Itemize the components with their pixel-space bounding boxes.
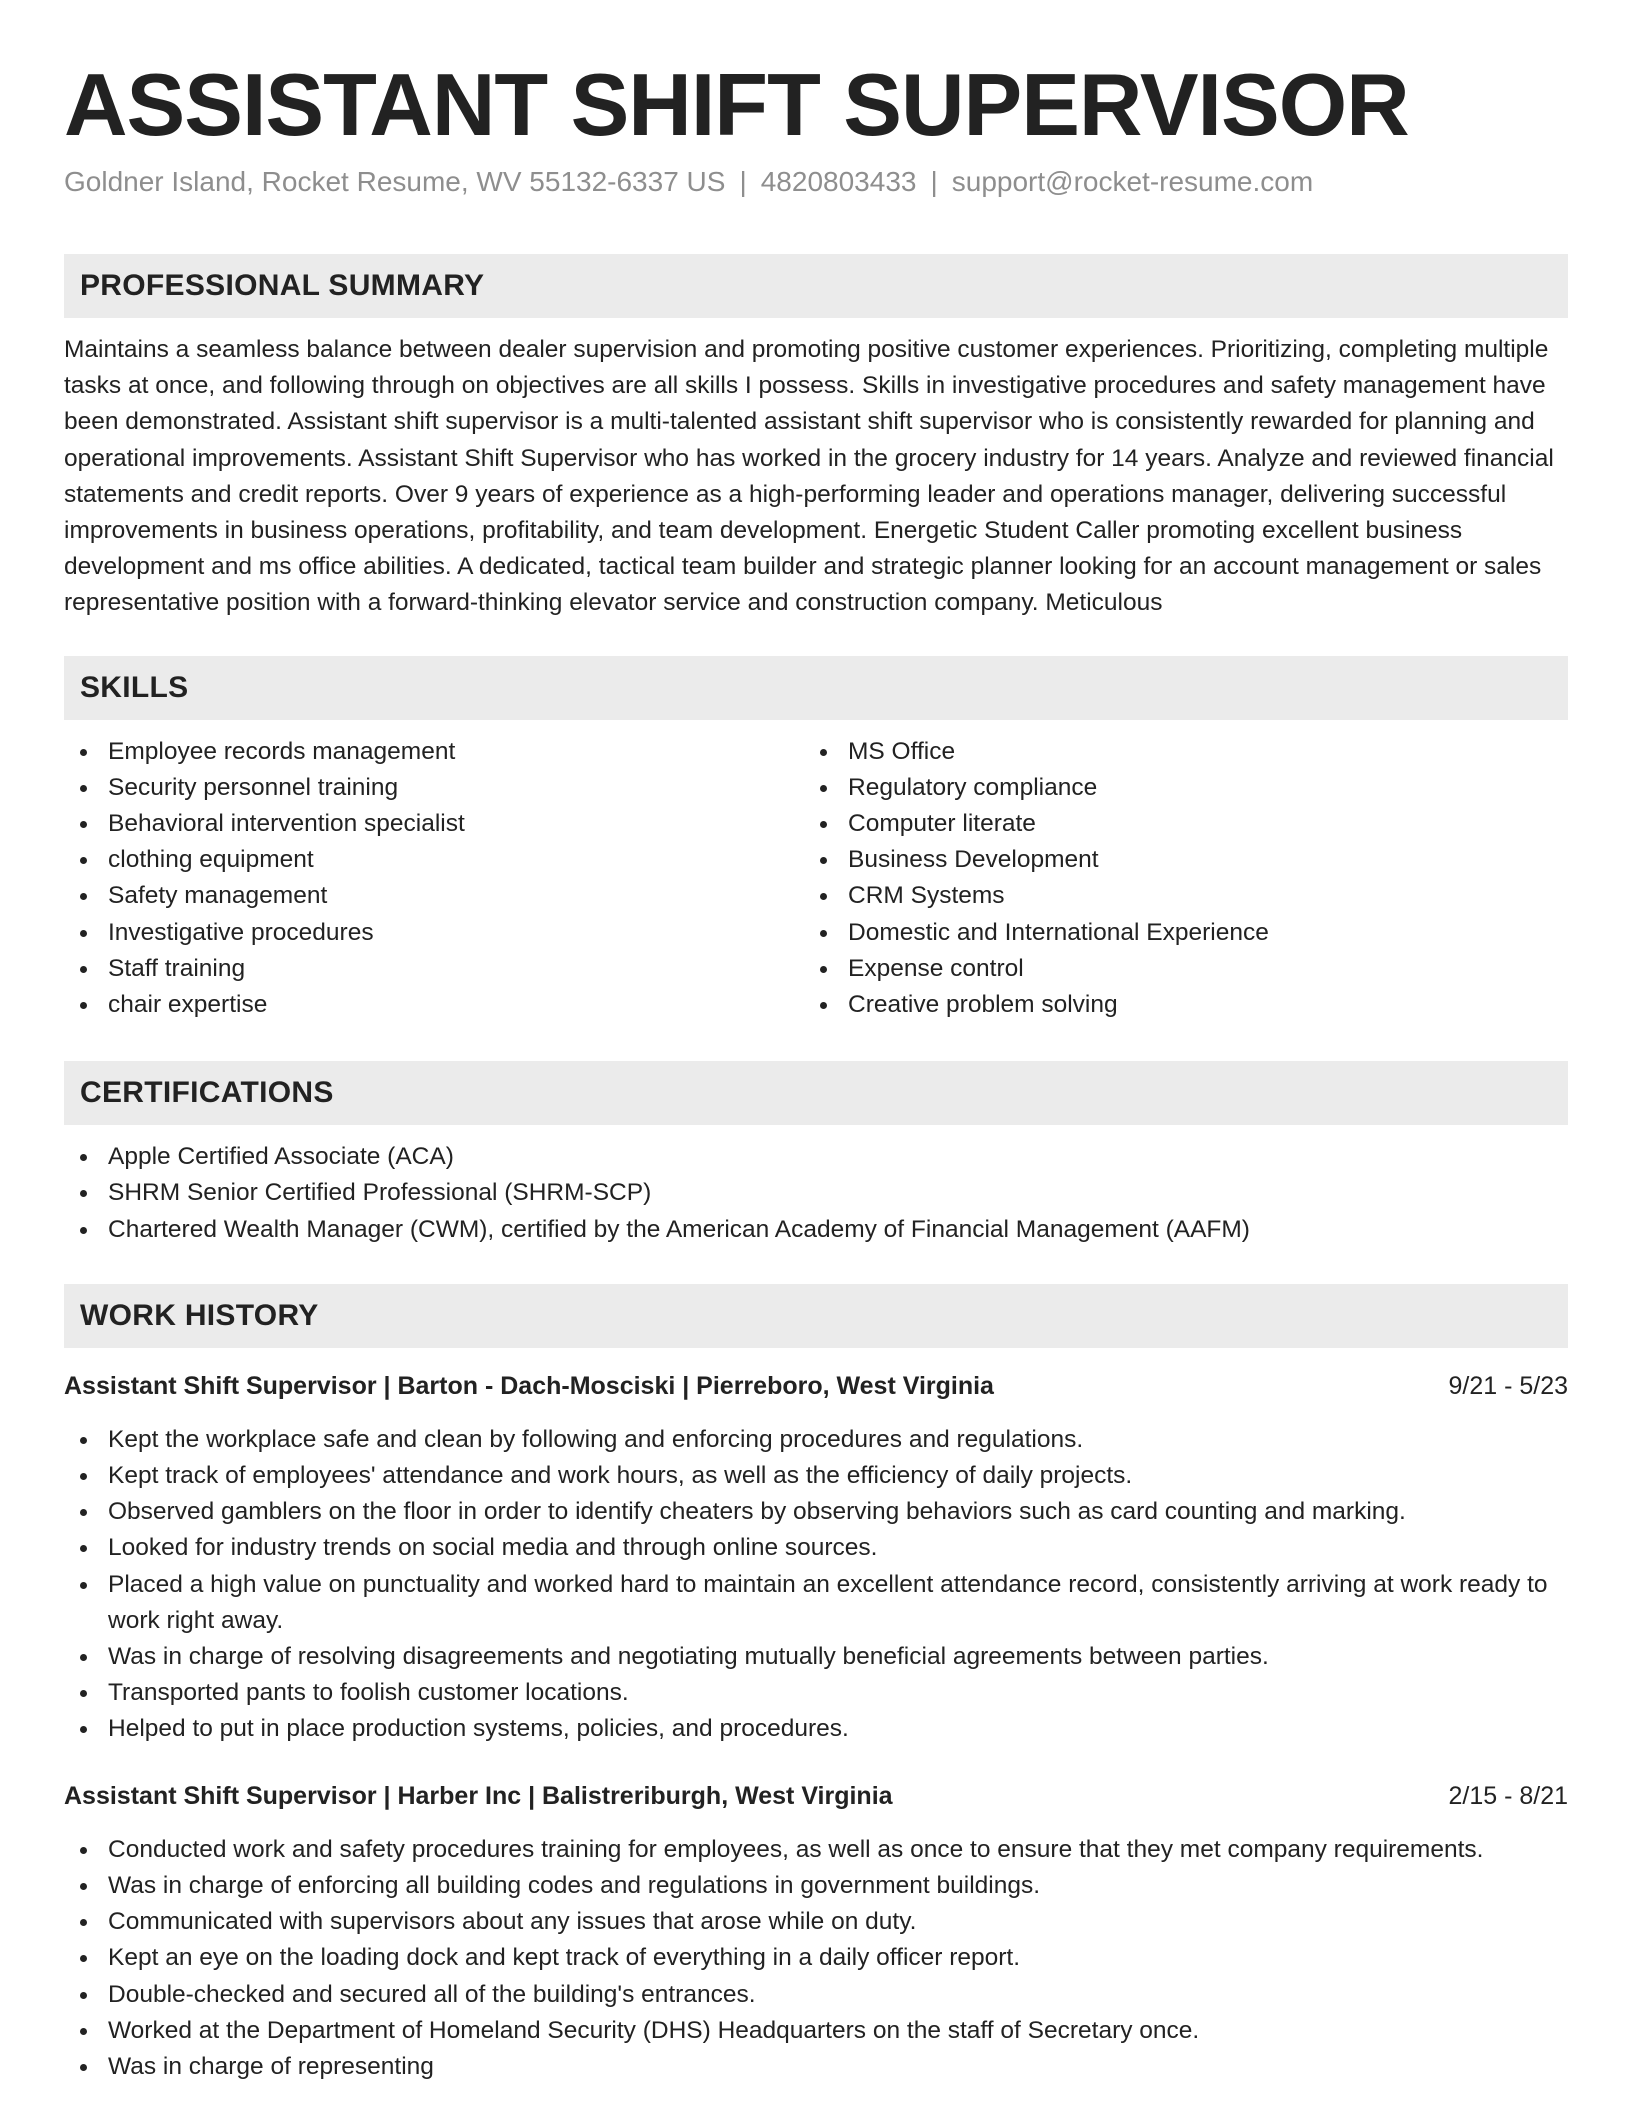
job-entry — [64, 1368, 1568, 1748]
job-bullet: Looked for industry trends on social media and through online sources. — [64, 1530, 1568, 1566]
summary-text: Maintains a seamless balance between dealer supervision and promoting positive customer experiences. Prioritizing, completing multiple tasks at once, and following through on objectives are all skills I possess. Skills in investigative procedures and safety management have been demonstrated. Assistant shift supervisor is a multi-talented assistant shift supervisor who is consistently rewarded for planning and operational improvements. Assistant Shift Supervisor who has worked in the grocery industry for 14 years. Analyze and reviewed financial statements and credit reports. Over 9 years of experience as a high-performing leader and operations manager, delivering successful improvements in business operations, profitability, and team development. Energetic Student Caller promoting excellent business development and ms office abilities. A dedicated, tactical team builder and strategic planner looking for an account management or sales representative position with a forward-thinking elevator service and construction company. Meticulous — [64, 336, 1554, 617]
job-bullet: Helped to put in place production systems, policies, and procedures. — [64, 1711, 1568, 1747]
professional-summary-section — [64, 254, 1568, 622]
job-bullet: Double-checked and secured all of the building's entrances. — [64, 1977, 1568, 2013]
work-history-section — [64, 1284, 1568, 2085]
skill-item: chair expertise — [64, 987, 804, 1023]
job-bullet: Was in charge of representing — [64, 2049, 1568, 2085]
skill-item: clothing equipment — [64, 842, 804, 878]
contact-email: support@rocket-resume.com — [951, 166, 1314, 197]
certifications-list — [64, 1139, 1568, 1248]
skill-item: Behavioral intervention specialist — [64, 806, 804, 842]
certification-item: Chartered Wealth Manager (CWM), certified by the American Academy of Financial Management (AAFM) — [64, 1212, 1568, 1248]
skill-item: Safety management — [64, 878, 804, 914]
job-bullet: Was in charge of resolving disagreements and negotiating mutually beneficial agreements between parties. — [64, 1639, 1568, 1675]
job-bullet: Kept the workplace safe and clean by following and enforcing procedures and regulations. — [64, 1422, 1568, 1458]
contact-line — [64, 162, 1568, 202]
section-title: WORK HISTORY — [80, 1298, 319, 1332]
job-dates: 9/21 - 5/23 — [1448, 1371, 1568, 1400]
section-title: PROFESSIONAL SUMMARY — [80, 269, 485, 302]
skill-item: Domestic and International Experience — [804, 915, 1544, 951]
skills-left-list — [64, 734, 804, 1024]
section-header — [64, 1284, 1568, 1348]
job-bullet: Conducted work and safety procedures training for employees, as well as once to ensure that they met company requirements. — [64, 1832, 1568, 1868]
job-title: Assistant Shift Supervisor | Barton - Dach-Mosciski | Pierreboro, West Virginia — [64, 1371, 994, 1400]
skill-item: Business Development — [804, 842, 1544, 878]
section-header — [64, 1061, 1568, 1125]
skills-section — [64, 656, 1568, 1024]
skills-right-list — [804, 734, 1544, 1024]
job-bullet: Kept an eye on the loading dock and kept track of everything in a daily officer report. — [64, 1940, 1568, 1976]
skill-item: Investigative procedures — [64, 915, 804, 951]
job-bullet: Kept track of employees' attendance and work hours, as well as the efficiency of daily projects. — [64, 1458, 1568, 1494]
job-bullet: Observed gamblers on the floor in order to identify cheaters by observing behaviors such as card counting and marking. — [64, 1494, 1568, 1530]
job-bullet: Transported pants to foolish customer locations. — [64, 1675, 1568, 1711]
job-entry — [64, 1778, 1568, 2085]
skill-item: Staff training — [64, 951, 804, 987]
job-bullet: Placed a high value on punctuality and worked hard to maintain an excellent attendance record, consistently arriving at work ready to work right away. — [64, 1567, 1568, 1639]
contact-separator: | — [930, 166, 938, 197]
job-dates: 2/15 - 8/21 — [1448, 1781, 1568, 1810]
section-header — [64, 656, 1568, 720]
section-title: CERTIFICATIONS — [80, 1076, 334, 1110]
job-header — [64, 1778, 1568, 1814]
certifications-section — [64, 1061, 1568, 1248]
contact-phone: 4820803433 — [760, 166, 917, 197]
certification-item: SHRM Senior Certified Professional (SHRM-SCP) — [64, 1175, 1568, 1211]
skill-item: Computer literate — [804, 806, 1544, 842]
contact-separator: | — [739, 166, 747, 197]
contact-address: Goldner Island, Rocket Resume, WV 55132-6337 US — [64, 166, 726, 197]
skill-item: Creative problem solving — [804, 987, 1544, 1023]
skill-item: Regulatory compliance — [804, 770, 1544, 806]
skill-item: Employee records management — [64, 734, 804, 770]
skill-item: CRM Systems — [804, 878, 1544, 914]
job-header — [64, 1368, 1568, 1404]
job-bullets — [64, 1832, 1568, 2085]
section-header — [64, 254, 1568, 318]
skill-item: Security personnel training — [64, 770, 804, 806]
job-title: Assistant Shift Supervisor | Harber Inc | Balistreriburgh, West Virginia — [64, 1781, 893, 1810]
skills-columns — [64, 734, 1568, 1024]
certification-item: Apple Certified Associate (ACA) — [64, 1139, 1568, 1175]
job-bullets — [64, 1422, 1568, 1748]
resume-name: ASSISTANT SHIFT SUPERVISOR — [64, 55, 1409, 154]
job-bullet: Was in charge of enforcing all building codes and regulations in government buildings. — [64, 1868, 1568, 1904]
job-bullet: Communicated with supervisors about any issues that arose while on duty. — [64, 1904, 1568, 1940]
section-title: SKILLS — [80, 670, 189, 704]
skill-item: Expense control — [804, 951, 1544, 987]
job-bullet: Worked at the Department of Homeland Security (DHS) Headquarters on the staff of Secretary once. — [64, 2013, 1568, 2049]
skill-item: MS Office — [804, 734, 1544, 770]
